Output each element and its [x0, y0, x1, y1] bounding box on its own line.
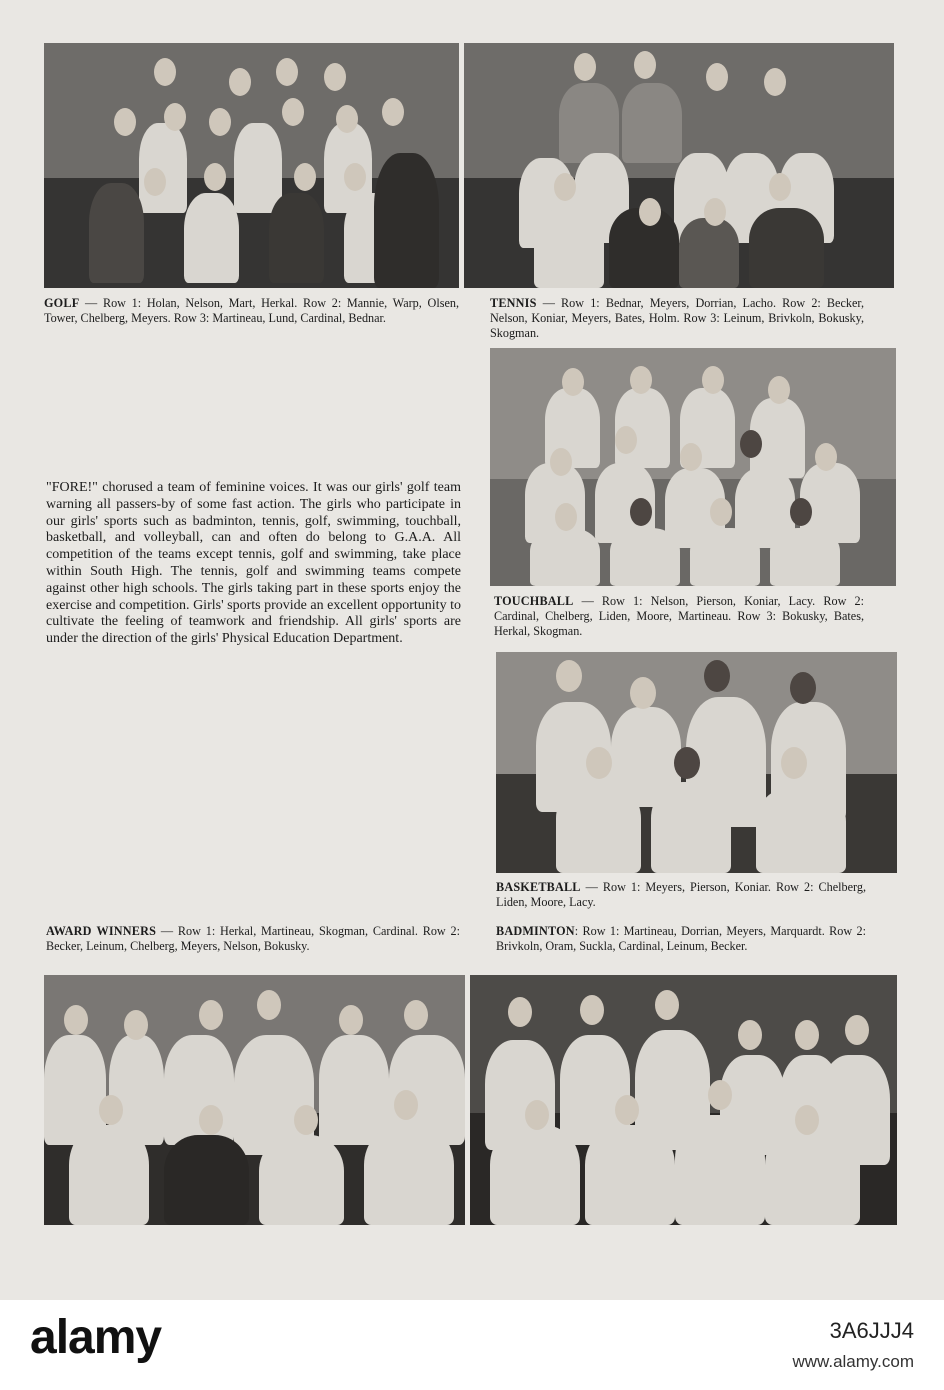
tennis-team-photo	[464, 43, 894, 288]
touchball-caption-text: — Row 1: Nelson, Pierson, Koniar, Lacy. Row 2: Cardinal, Chelberg, Liden, Moore, Martineau. Row 3: Bokusky, Bates, Herkal, Skogman.	[494, 594, 864, 638]
touchball-caption	[494, 594, 864, 639]
badminton-caption-title: BADMINTON	[496, 924, 575, 938]
tennis-caption	[490, 296, 864, 341]
basketball-team-photo	[496, 652, 897, 873]
badminton-caption-text: : Row 1: Martineau, Dorrian, Meyers, Marquardt. Row 2: Brivkoln, Oram, Suckla, Cardinal, Leinum, Becker.	[496, 924, 866, 953]
basketball-caption-title: BASKETBALL	[496, 880, 581, 894]
badminton-team-photo	[470, 975, 897, 1225]
badminton-caption	[496, 924, 866, 954]
basketball-caption-text: — Row 1: Meyers, Pierson, Koniar. Row 2: Chelberg, Liden, Moore, Lacy.	[496, 880, 866, 909]
award-winners-photo	[44, 975, 465, 1225]
sports-body-text: "FORE!" chorused a team of feminine voices. It was our girls' golf team warning all passers-by of some fast action. The girls who participate in our girls' sports such as badminton, tennis, golf, swimming, touchball, basketball, and volleyball, can and often do belong to G.A.A. All competition of the teams except tennis, golf and swimming, take place within South High. The tennis, golf and swimming teams compete against other high schools. The girls taking part in these sports enjoy the exercise and competition. Girls' sports provide an excellent opportunity to cultivate the feeling of teamwork and friendship. All girls' sports are under the direction of the girls' Physical Education Department.	[46, 480, 461, 647]
award-winners-caption	[46, 924, 460, 954]
touchball-team-photo	[490, 348, 896, 586]
basketball-caption	[496, 880, 866, 910]
tennis-caption-title: TENNIS	[490, 296, 537, 310]
site-url: www.alamy.com	[792, 1352, 914, 1371]
award-winners-caption-text: — Row 1: Herkal, Martineau, Skogman, Cardinal. Row 2: Becker, Leinum, Chelberg, Meyers, Nelson, Bokusky.	[46, 924, 460, 953]
alamy-logo: alamy	[30, 1311, 162, 1364]
golf-team-photo	[44, 43, 459, 288]
golf-caption-text: — Row 1: Holan, Nelson, Mart, Herkal. Row 2: Mannie, Warp, Olsen, Tower, Chelberg, Meyers. Row 3: Martineau, Lund, Cardinal, Bednar.	[44, 296, 459, 325]
golf-caption-title: GOLF	[44, 296, 80, 310]
touchball-caption-title: TOUCHBALL	[494, 594, 574, 608]
golf-caption	[44, 296, 459, 326]
image-id: 3A6JJJ4	[829, 1318, 914, 1343]
tennis-caption-text: — Row 1: Bednar, Meyers, Dorrian, Lacho. Row 2: Becker, Nelson, Koniar, Meyers, Bates, Holm. Row 3: Leinum, Brivkoln, Bokusky, Skogman.	[490, 296, 864, 340]
award-winners-caption-title: AWARD WINNERS	[46, 924, 157, 938]
